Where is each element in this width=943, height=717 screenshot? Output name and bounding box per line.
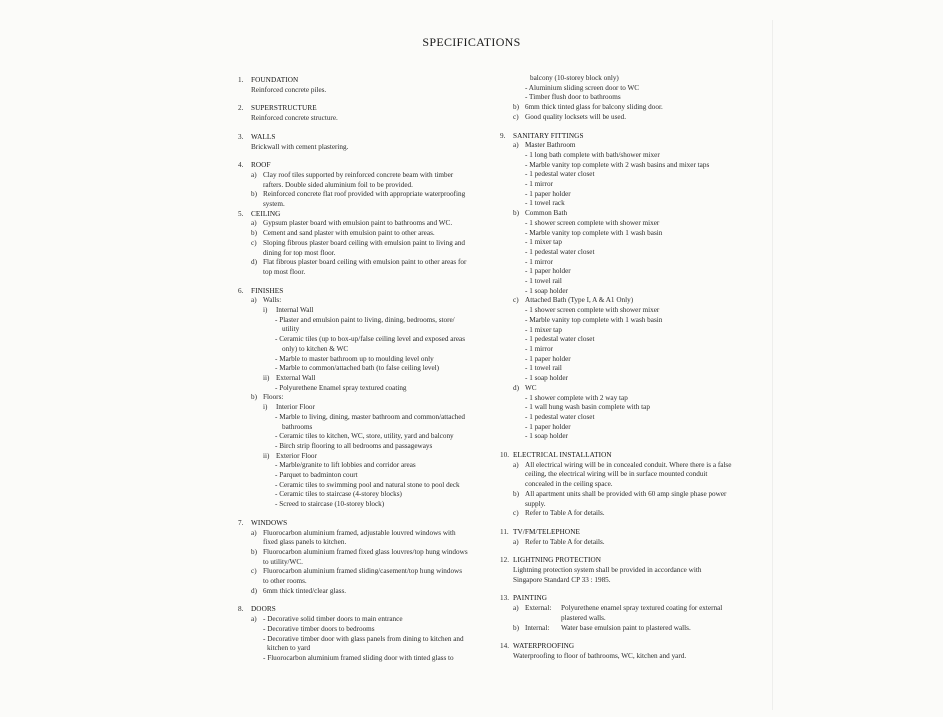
item-text: - Ceramic tiles to staircase (4-storey blocks) bbox=[275, 490, 402, 499]
item-text: - Plaster and emulsion paint to living, dining, bedrooms, store/ bbox=[275, 315, 455, 324]
item-text: top most floor. bbox=[263, 267, 306, 276]
item-text: - 1 shower screen complete with shower mixer bbox=[525, 306, 660, 315]
list-item bbox=[500, 604, 762, 614]
list-item bbox=[500, 461, 762, 471]
item-text: - 1 towel rail bbox=[525, 277, 562, 286]
item-text: only) to kitchen & WC bbox=[282, 344, 349, 353]
list-item bbox=[500, 296, 762, 306]
list-item bbox=[238, 219, 500, 229]
item-label: a) bbox=[251, 296, 257, 305]
item-text: Fluorocarbon aluminium framed, adjustable louvred windows with bbox=[263, 528, 456, 537]
item-label: a) bbox=[513, 141, 519, 150]
item-label: ii) bbox=[263, 373, 270, 382]
section-heading: SUPERSTRUCTURE bbox=[251, 104, 317, 113]
item-text: - Marble to master bathroom up to moulding level only bbox=[275, 354, 434, 363]
item-text: - Marble to common/attached bath (to false ceiling level) bbox=[275, 364, 440, 373]
item-text: Refer to Table A for details. bbox=[525, 537, 605, 546]
item-text: Polyurethene enamel spray textured coating for external bbox=[561, 604, 723, 613]
item-label: a) bbox=[251, 615, 257, 624]
list-item bbox=[500, 490, 762, 500]
section-lightning-protection bbox=[500, 556, 762, 585]
item-text: Clay roof tiles supported by reinforced concrete beam with timber bbox=[263, 170, 454, 179]
list-item bbox=[500, 624, 762, 634]
item-text: - 1 pedestal water closet bbox=[525, 335, 595, 344]
section-heading: CEILING bbox=[251, 209, 281, 218]
section-text: Singapore Standard CP 33 : 1985. bbox=[513, 575, 611, 584]
item-label: b) bbox=[513, 209, 519, 218]
item-label: a) bbox=[513, 604, 519, 613]
item-text: - 1 mirror bbox=[525, 180, 553, 189]
item-text: supply. bbox=[525, 499, 546, 508]
item-text: - 1 paper holder bbox=[525, 267, 571, 276]
list-item bbox=[500, 103, 762, 113]
item-text: - 1 paper holder bbox=[525, 189, 571, 198]
item-text: Floors: bbox=[263, 393, 284, 402]
item-text: - 1 soap holder bbox=[525, 374, 568, 383]
item-text: All apartment units shall be provided with 60 amp single phase power bbox=[525, 489, 727, 498]
item-text: - 1 paper holder bbox=[525, 422, 571, 431]
item-text: - Marble vanity top complete with 1 wash basin bbox=[525, 228, 663, 237]
item-text: fixed glass panels to kitchen. bbox=[263, 538, 347, 547]
item-text: Walls: bbox=[263, 296, 282, 305]
item-text: - Timber flush door to bathrooms bbox=[525, 93, 621, 102]
item-text: - 1 wall hung wash basin complete with tap bbox=[525, 403, 650, 412]
section-foundation bbox=[238, 76, 500, 95]
item-text: balcony (10-storey block only) bbox=[530, 74, 619, 82]
item-text: - 1 soap holder bbox=[525, 432, 568, 441]
section-heading: WINDOWS bbox=[251, 518, 288, 527]
section-number: 13. bbox=[500, 594, 509, 603]
section-heading: WALLS bbox=[251, 132, 276, 141]
item-label: a) bbox=[251, 528, 257, 537]
item-text: - Polyurethene Enamel spray textured coating bbox=[275, 383, 407, 392]
item-label: i) bbox=[263, 403, 268, 412]
section-heading: SANITARY FITTINGS bbox=[513, 131, 584, 140]
item-label: b) bbox=[513, 489, 519, 498]
sub-item bbox=[238, 374, 500, 384]
section-doors-continued bbox=[500, 74, 762, 123]
list-item bbox=[238, 296, 500, 306]
item-text: kitchen to yard bbox=[267, 644, 311, 653]
section-number: 1. bbox=[238, 76, 244, 84]
section-number: 9. bbox=[500, 131, 506, 140]
item-key: External: bbox=[525, 604, 552, 613]
section-walls bbox=[238, 133, 500, 152]
list-item bbox=[238, 258, 500, 268]
item-text: - Decorative solid timber doors to main entrance bbox=[263, 615, 403, 624]
item-text: - Marble/granite to lift lobbies and corridor areas bbox=[275, 461, 416, 470]
item-label: b) bbox=[251, 547, 257, 556]
section-number: 6. bbox=[238, 286, 244, 295]
section-heading: DOORS bbox=[251, 605, 276, 614]
item-text: - 1 towel rack bbox=[525, 199, 565, 208]
item-text: Cement and sand plaster with emulsion paint to other areas. bbox=[263, 229, 435, 238]
list-item bbox=[238, 529, 500, 539]
item-text: External Wall bbox=[276, 373, 316, 382]
item-text: Flat fibrous plaster board ceiling with emulsion paint to other areas for bbox=[263, 258, 467, 267]
sub-item bbox=[238, 452, 500, 462]
section-number: 3. bbox=[238, 132, 244, 141]
list-item bbox=[500, 538, 762, 548]
section-number: 10. bbox=[500, 451, 509, 460]
list-item bbox=[500, 209, 762, 219]
sub-item bbox=[238, 306, 500, 316]
item-text: - Birch strip flooring to all bedrooms and passageways bbox=[275, 441, 433, 450]
item-text: utility bbox=[282, 325, 300, 334]
item-text: dining for top most floor. bbox=[263, 248, 336, 257]
section-text: Waterproofing to floor of bathrooms, WC, kitchen and yard. bbox=[513, 651, 687, 660]
list-item bbox=[500, 384, 762, 394]
item-label: i) bbox=[263, 306, 268, 315]
item-key: Internal: bbox=[525, 623, 550, 632]
item-label: ii) bbox=[263, 451, 270, 460]
item-text: All electrical wiring will be in concealed conduit. Where there is a false bbox=[525, 460, 732, 469]
item-text: - Marble vanity top complete with 2 wash basins and mixer taps bbox=[525, 160, 710, 169]
item-text: - Marble to living, dining, master bathroom and common/attached bbox=[275, 412, 466, 421]
item-text: bathrooms bbox=[282, 422, 313, 431]
section-number: 8. bbox=[238, 605, 244, 614]
list-item bbox=[238, 615, 500, 625]
item-text: plastered walls. bbox=[561, 613, 606, 622]
item-text: - Fluorocarbon aluminium framed sliding door with tinted glass to bbox=[263, 653, 454, 662]
section-waterproofing bbox=[500, 642, 762, 661]
item-label: a) bbox=[513, 537, 519, 546]
section-superstructure bbox=[238, 104, 500, 123]
item-text: ceiling, the electrical wiring will be in surface mounted conduit bbox=[525, 470, 708, 479]
item-text: - 1 mixer tap bbox=[525, 325, 562, 334]
item-text: Good quality locksets will be used. bbox=[525, 112, 627, 121]
item-text: Master Bathroom bbox=[525, 141, 576, 150]
item-text: - 1 pedestal water closet bbox=[525, 170, 595, 179]
list-item bbox=[238, 229, 500, 239]
item-text: - Marble vanity top complete with 1 wash basin bbox=[525, 315, 663, 324]
section-heading: FOUNDATION bbox=[251, 76, 299, 84]
item-label: d) bbox=[251, 586, 257, 595]
item-label: a) bbox=[513, 460, 519, 469]
item-label: c) bbox=[513, 296, 519, 305]
scan-shadow bbox=[772, 20, 773, 710]
item-text: - 1 shower complete with 2 way tap bbox=[525, 393, 628, 402]
section-doors bbox=[238, 605, 500, 663]
section-heading: ELECTRICAL INSTALLATION bbox=[513, 451, 612, 460]
item-text: - 1 paper holder bbox=[525, 354, 571, 363]
list-item bbox=[238, 171, 500, 181]
right-column bbox=[500, 74, 762, 671]
list-item bbox=[238, 548, 500, 558]
section-text: Lightning protection system shall be provided in accordance with bbox=[513, 566, 702, 575]
item-text: concealed in the ceiling space. bbox=[525, 480, 613, 489]
list-item bbox=[500, 113, 762, 123]
item-text: 6mm thick tinted glass for balcony sliding door. bbox=[525, 103, 663, 112]
item-text: - Screed to staircase (10-storey block) bbox=[275, 500, 385, 509]
item-text: 6mm thick tinted/clear glass. bbox=[263, 586, 347, 595]
section-finishes bbox=[238, 287, 500, 510]
section-heading: FINISHES bbox=[251, 286, 284, 295]
list-item bbox=[238, 567, 500, 577]
section-number: 2. bbox=[238, 104, 244, 113]
item-text: Gypsum plaster board with emulsion paint to bathrooms and WC. bbox=[263, 219, 453, 228]
item-label: b) bbox=[513, 623, 519, 632]
section-ceiling bbox=[238, 210, 500, 278]
item-label: c) bbox=[513, 112, 519, 121]
sub-item bbox=[238, 403, 500, 413]
item-text: Attached Bath (Type I, A & A1 Only) bbox=[525, 296, 634, 305]
item-text: Fluorocarbon aluminium framed sliding/casement/top hung windows bbox=[263, 567, 463, 576]
item-text: - Ceramic tiles to swimming pool and natural stone to pool deck bbox=[275, 480, 460, 489]
item-text: - 1 pedestal water closet bbox=[525, 412, 595, 421]
item-text: Interior Floor bbox=[276, 403, 315, 412]
section-number: 12. bbox=[500, 556, 509, 565]
item-label: c) bbox=[251, 238, 257, 247]
section-text: Reinforced concrete structure. bbox=[251, 114, 338, 123]
section-number: 5. bbox=[238, 209, 244, 218]
section-number: 14. bbox=[500, 642, 509, 651]
page-title: SPECIFICATIONS bbox=[422, 35, 521, 49]
item-text: WC bbox=[525, 383, 537, 392]
item-text: - 1 shower screen complete with shower mixer bbox=[525, 218, 660, 227]
item-label: a) bbox=[251, 170, 257, 179]
item-text: - 1 mixer tap bbox=[525, 238, 562, 247]
section-heading: WATERPROOFING bbox=[513, 642, 575, 651]
item-label: b) bbox=[251, 229, 257, 238]
item-label: b) bbox=[513, 103, 519, 112]
item-text: rafters. Double sided aluminium foil to be provided. bbox=[263, 180, 413, 189]
item-text: Reinforced concrete flat roof provided with appropriate waterproofing bbox=[263, 190, 466, 199]
item-text: Exterior Floor bbox=[276, 451, 317, 460]
list-item bbox=[500, 509, 762, 519]
item-text: - Parquet to badminton court bbox=[275, 471, 358, 480]
section-roof bbox=[238, 161, 500, 210]
item-text: - Decorative timber doors to bedrooms bbox=[263, 624, 375, 633]
section-number: 11. bbox=[500, 527, 509, 536]
item-text: - Ceramic tiles (up to box-up/false ceiling level and exposed areas bbox=[275, 335, 466, 344]
section-heading: TV/FM/TELEPHONE bbox=[513, 527, 580, 536]
item-text: system. bbox=[263, 200, 285, 209]
item-text: - 1 mirror bbox=[525, 257, 553, 266]
section-windows bbox=[238, 519, 500, 597]
item-text: Common Bath bbox=[525, 209, 568, 218]
item-label: b) bbox=[251, 190, 257, 199]
item-text: - 1 mirror bbox=[525, 344, 553, 353]
section-text: Reinforced concrete piles. bbox=[251, 85, 327, 94]
section-painting bbox=[500, 594, 762, 633]
list-item bbox=[238, 239, 500, 249]
section-heading: LIGHTNING PROTECTION bbox=[513, 556, 602, 565]
item-text: - 1 soap holder bbox=[525, 286, 568, 295]
section-text: Brickwall with cement plastering. bbox=[251, 142, 349, 151]
item-text: Fluorocarbon aluminium framed fixed glass louvres/top hung windows bbox=[263, 547, 468, 556]
item-label: c) bbox=[513, 509, 519, 518]
item-text: Refer to Table A for details. bbox=[525, 509, 605, 518]
item-text: - Decorative timber door with glass panels from dining to kitchen and bbox=[263, 634, 464, 643]
item-label: d) bbox=[251, 258, 257, 267]
item-text: to other rooms. bbox=[263, 577, 307, 586]
section-tv-fm-telephone bbox=[500, 528, 762, 547]
list-item bbox=[238, 190, 500, 200]
item-text: Sloping fibrous plaster board ceiling with emulsion paint to living and bbox=[263, 238, 466, 247]
item-text: Internal Wall bbox=[276, 306, 314, 315]
item-label: b) bbox=[251, 393, 257, 402]
list-item bbox=[238, 393, 500, 403]
list-item bbox=[500, 141, 762, 151]
section-number: 7. bbox=[238, 518, 244, 527]
list-item bbox=[238, 587, 500, 597]
item-label: c) bbox=[251, 567, 257, 576]
section-heading: ROOF bbox=[251, 161, 271, 170]
item-label: a) bbox=[251, 219, 257, 228]
section-heading: PAINTING bbox=[513, 594, 548, 603]
section-electrical bbox=[500, 451, 762, 519]
item-text: - Ceramic tiles to kitchen, WC, store, utility, yard and balcony bbox=[275, 432, 454, 441]
item-text: to utility/WC. bbox=[263, 557, 303, 566]
item-text: - Aluminium sliding screen door to WC bbox=[525, 83, 640, 92]
left-column bbox=[238, 76, 500, 673]
item-text: - 1 pedestal water closet bbox=[525, 247, 595, 256]
item-label: d) bbox=[513, 383, 519, 392]
section-sanitary-fittings bbox=[500, 132, 762, 443]
section-number: 4. bbox=[238, 161, 244, 170]
item-text: - 1 long bath complete with bath/shower mixer bbox=[525, 150, 660, 159]
item-text: Water base emulsion paint to plastered walls. bbox=[561, 623, 691, 632]
item-text: - 1 towel rail bbox=[525, 364, 562, 373]
